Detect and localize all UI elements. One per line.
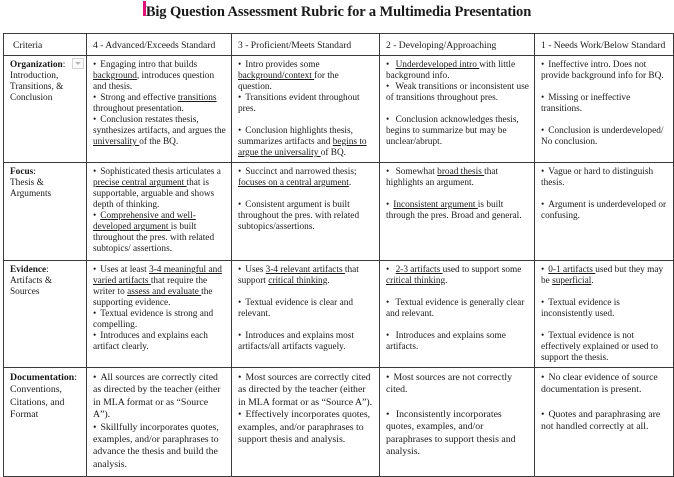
item-text: No clear evidence of source documentation is present. bbox=[541, 372, 658, 396]
item-text: is built throughout the pres. with related subtopics/ assertions. bbox=[93, 222, 215, 254]
item-text: . bbox=[591, 276, 594, 286]
item-spacer bbox=[386, 189, 529, 200]
cell-evidence-2[interactable] bbox=[380, 261, 535, 368]
item-spacer bbox=[238, 287, 374, 298]
underlined-text: 0-1 artifacts bbox=[548, 265, 596, 275]
header-row bbox=[4, 34, 674, 56]
underlined-text: begins to argue the universality bbox=[238, 137, 367, 158]
item-text: of BQ. bbox=[320, 148, 347, 158]
bullet-icon: • bbox=[386, 298, 390, 308]
criterion-text: Conclusion bbox=[10, 93, 53, 103]
item-text: the supporting evidence. bbox=[93, 287, 213, 308]
rubric-item bbox=[93, 167, 226, 211]
rubric-item bbox=[386, 298, 529, 320]
underlined-text: Comprehensive and well-developed argument bbox=[93, 211, 196, 232]
underlined-text: transitions bbox=[177, 93, 217, 103]
rubric-row-evidence bbox=[4, 261, 674, 368]
item-text: Weak transitions or inconsistent use of transitions throughout pres. bbox=[386, 82, 529, 103]
document-title: Big Question Assessment Rubric for a Multimedia Presentation bbox=[0, 3, 674, 21]
rubric-item bbox=[93, 93, 226, 115]
underlined-text: Inconsistent argument bbox=[393, 200, 478, 210]
bullet-icon: • bbox=[238, 126, 242, 136]
item-text: Consistent argument is built throughout the pres. with related subtopics/assertions. bbox=[238, 200, 360, 232]
item-text: used but they may be bbox=[541, 265, 664, 286]
bullet-icon: • bbox=[238, 265, 242, 275]
rubric-item bbox=[93, 60, 226, 93]
rubric-item bbox=[238, 372, 374, 409]
bullet-icon: • bbox=[541, 93, 545, 103]
bullet-icon: • bbox=[93, 421, 97, 433]
criterion-text: Transitions, & bbox=[10, 82, 64, 92]
header-level-1: 1 - Needs Work/Below Standard bbox=[535, 34, 674, 56]
underlined-text: background bbox=[93, 71, 137, 81]
item-spacer bbox=[238, 115, 374, 126]
chevron-down-icon[interactable] bbox=[72, 58, 84, 69]
rubric-row-focus bbox=[4, 163, 674, 261]
rubric-item bbox=[93, 372, 226, 422]
item-spacer bbox=[541, 189, 668, 200]
cell-organization-1[interactable] bbox=[535, 56, 674, 163]
rubric-item bbox=[541, 372, 668, 397]
item-text: that is supportable, arguable and shows depth of thinking. bbox=[93, 178, 215, 210]
bullet-icon: • bbox=[238, 200, 242, 210]
criterion-text: Documentation bbox=[10, 372, 75, 383]
header-level-2: 2 - Developing/Approaching bbox=[380, 34, 535, 56]
criterion-text: : bbox=[46, 265, 49, 275]
bullet-icon: • bbox=[93, 372, 97, 383]
bullet-icon: • bbox=[93, 265, 97, 275]
bullet-icon: • bbox=[386, 167, 390, 177]
bullet-icon: • bbox=[386, 60, 390, 70]
bullet-icon: • bbox=[541, 167, 545, 177]
header-criteria: Criteria bbox=[4, 34, 87, 56]
rubric-item bbox=[93, 115, 226, 148]
rubric-item bbox=[386, 331, 529, 353]
bullet-icon: • bbox=[386, 372, 390, 383]
rubric-item bbox=[541, 200, 668, 222]
rubric-item bbox=[541, 298, 668, 320]
item-text: Quotes and paraphrasing are not handled correctly at all. bbox=[541, 408, 661, 433]
item-spacer bbox=[386, 104, 529, 115]
item-spacer bbox=[238, 320, 374, 331]
item-spacer bbox=[238, 189, 374, 200]
item-text: Most sources are not correctly cited. bbox=[386, 372, 513, 396]
bullet-icon: • bbox=[541, 331, 545, 341]
item-text: that support bbox=[238, 265, 359, 286]
rubric-item bbox=[238, 298, 374, 320]
rubric-item bbox=[386, 372, 529, 397]
bullet-icon: • bbox=[386, 200, 390, 210]
underlined-text: 3-4 meaningful and varied artifacts bbox=[93, 265, 222, 286]
bullet-icon: • bbox=[238, 298, 242, 308]
underlined-text: critical thinking bbox=[268, 276, 328, 286]
bullet-icon: • bbox=[238, 331, 242, 341]
rubric-item bbox=[386, 115, 529, 148]
criterion-text: Thesis & bbox=[10, 178, 44, 188]
cell-documentation-2[interactable] bbox=[380, 368, 535, 477]
item-text: that require the writer to bbox=[93, 276, 208, 297]
underlined-text: superficial bbox=[552, 276, 592, 286]
rubric-item bbox=[93, 211, 226, 255]
item-text: used to support some bbox=[442, 265, 522, 275]
item-text: Ineffective intro. Does not provide background info for BQ. bbox=[541, 60, 664, 81]
criterion-text: Organization bbox=[10, 60, 63, 70]
criterion-text: Arguments bbox=[10, 189, 52, 199]
criterion-text: Evidence bbox=[10, 265, 47, 275]
underlined-text: precise central argument bbox=[93, 178, 187, 188]
bullet-icon: • bbox=[93, 115, 97, 125]
rubric-item bbox=[93, 265, 226, 309]
cell-organization-4[interactable] bbox=[87, 56, 232, 163]
underlined-text: critical thinking bbox=[386, 276, 446, 286]
cell-focus-3[interactable] bbox=[232, 163, 380, 261]
item-text: All sources are correctly cited as directed by the teacher (either in MLA format or as “Source A”). bbox=[93, 372, 221, 421]
item-spacer bbox=[541, 82, 668, 93]
rubric-item bbox=[93, 331, 226, 353]
criterion-text: Focus bbox=[10, 167, 34, 177]
item-text: Vague or hard to distinguish thesis. bbox=[541, 167, 654, 188]
underlined-text: assess and evaluate bbox=[127, 287, 202, 297]
rubric-item bbox=[238, 93, 374, 115]
bullet-icon: • bbox=[238, 60, 242, 70]
item-text: Argument is underdeveloped or confusing. bbox=[541, 200, 667, 221]
rubric-row-organization bbox=[4, 56, 674, 163]
item-text: Conclusion restates thesis, synthesizes artifacts, and argues the bbox=[93, 115, 226, 136]
item-text: Textual evidence is generally clear and relevant. bbox=[386, 298, 525, 319]
rubric-item bbox=[541, 60, 668, 82]
bullet-icon: • bbox=[93, 167, 97, 177]
bullet-icon: • bbox=[541, 265, 545, 275]
item-text: Most sources are correctly cited as directed by the teacher (either in MLA format or as “Source A”). bbox=[238, 372, 373, 408]
item-text: Textual evidence is strong and compelling. bbox=[93, 309, 214, 330]
rubric-row-documentation bbox=[4, 368, 674, 477]
rubric-item bbox=[386, 200, 529, 222]
bullet-icon: • bbox=[386, 331, 390, 341]
bullet-icon: • bbox=[541, 126, 545, 136]
bullet-icon: • bbox=[93, 60, 97, 70]
bullet-icon: • bbox=[93, 331, 97, 341]
rubric-item bbox=[541, 265, 668, 287]
header-level-3: 3 - Proficient/Meets Standard bbox=[232, 34, 380, 56]
item-spacer bbox=[386, 397, 529, 409]
item-text: Introduces and explains each artifact clearly. bbox=[93, 331, 208, 352]
text-cursor bbox=[143, 1, 146, 16]
item-text: Conclusion is underdeveloped/ No conclusion. bbox=[541, 126, 664, 147]
item-spacer bbox=[541, 287, 668, 298]
bullet-icon: • bbox=[93, 309, 97, 319]
bullet-icon: • bbox=[541, 200, 545, 210]
bullet-icon: • bbox=[541, 298, 545, 308]
bullet-icon: • bbox=[541, 408, 545, 420]
item-text: Inconsistently incorporates quotes, examples, and/or paraphrases to support thesis and analysis. bbox=[386, 408, 516, 458]
rubric-item bbox=[93, 422, 226, 472]
cell-evidence-4[interactable] bbox=[87, 261, 232, 368]
underlined-text: Underdeveloped intro bbox=[395, 60, 480, 70]
item-text: Introduces and explains most artifacts/all artifacts vaguely. bbox=[238, 331, 354, 352]
cell-evidence-3[interactable] bbox=[232, 261, 380, 368]
item-spacer bbox=[386, 287, 529, 298]
criterion-focus[interactable] bbox=[4, 163, 87, 261]
rubric-item bbox=[386, 265, 529, 287]
rubric-item bbox=[238, 409, 374, 446]
cell-organization-2[interactable] bbox=[380, 56, 535, 163]
rubric-item bbox=[386, 167, 529, 189]
cell-focus-4[interactable] bbox=[87, 163, 232, 261]
rubric-item bbox=[238, 60, 374, 93]
bullet-icon: • bbox=[386, 408, 390, 420]
item-text: Textual evidence is clear and relevant. bbox=[238, 298, 354, 319]
bullet-icon: • bbox=[238, 372, 242, 383]
underlined-text: broad thesis bbox=[437, 167, 485, 177]
rubric-item bbox=[541, 409, 668, 434]
item-text: . bbox=[348, 178, 352, 188]
underlined-text: 2-3 artifacts bbox=[395, 265, 443, 275]
criterion-text: : bbox=[62, 60, 66, 70]
criterion-text: : bbox=[33, 167, 36, 177]
criterion-text: Citations, and bbox=[10, 396, 65, 408]
criterion-text: Introduction, bbox=[10, 71, 59, 81]
item-text: Intro provides some bbox=[245, 60, 320, 70]
bullet-icon: • bbox=[541, 372, 545, 383]
cell-documentation-3[interactable] bbox=[232, 368, 380, 477]
item-text: Uses at least bbox=[100, 265, 150, 275]
cell-documentation-4[interactable] bbox=[87, 368, 232, 477]
cell-evidence-1[interactable] bbox=[535, 261, 674, 368]
rubric-item bbox=[541, 93, 668, 115]
cell-focus-2[interactable] bbox=[380, 163, 535, 261]
rubric-table bbox=[3, 33, 674, 477]
rubric-item bbox=[386, 409, 529, 459]
item-text: , introduces question and thesis. bbox=[93, 71, 215, 92]
bullet-icon: • bbox=[238, 167, 242, 177]
item-text: Conclusion highlights thesis, summarizes artifacts and bbox=[238, 126, 353, 147]
rubric-item bbox=[238, 200, 374, 233]
underlined-text: 3-4 relevant artifacts bbox=[265, 265, 345, 275]
rubric-item bbox=[238, 265, 374, 287]
item-text: that highlights an argument. bbox=[386, 167, 499, 188]
underlined-text: universality bbox=[93, 137, 140, 147]
criterion-evidence[interactable] bbox=[4, 261, 87, 368]
bullet-icon: • bbox=[93, 211, 97, 221]
cell-organization-3[interactable] bbox=[232, 56, 380, 163]
item-spacer bbox=[541, 115, 668, 126]
criterion-documentation[interactable] bbox=[4, 368, 87, 477]
item-text: Conclusion acknowledges thesis, begins to summarize but may be unclear/abrupt. bbox=[386, 115, 519, 147]
bullet-icon: • bbox=[238, 93, 242, 103]
bullet-icon: • bbox=[386, 115, 390, 125]
bullet-icon: • bbox=[386, 82, 390, 92]
item-text: Textual evidence is not effectively explained or used to support the thesis. bbox=[541, 331, 659, 363]
item-spacer bbox=[386, 320, 529, 331]
item-text: with little background info. bbox=[386, 60, 516, 81]
item-text: Uses bbox=[245, 265, 266, 275]
bullet-icon: • bbox=[238, 409, 242, 421]
criterion-text: : bbox=[74, 372, 77, 383]
cell-documentation-1[interactable] bbox=[535, 368, 674, 477]
item-text: Sophisticated thesis articulates a bbox=[100, 167, 221, 177]
item-text: Transitions evident throughout pres. bbox=[238, 93, 360, 114]
criterion-text: Format bbox=[10, 409, 39, 421]
rubric-item bbox=[386, 82, 529, 104]
rubric-item bbox=[238, 331, 374, 353]
item-text: Strong and effective bbox=[100, 93, 178, 103]
underlined-text: focuses on a central argument bbox=[238, 178, 349, 188]
item-text: Textual evidence is inconsistently used. bbox=[541, 298, 620, 319]
item-text: . bbox=[445, 276, 448, 286]
item-text: Engaging intro that builds bbox=[100, 60, 198, 70]
item-text: is built through the pres. Broad and general. bbox=[386, 200, 522, 221]
rubric-item bbox=[541, 167, 668, 189]
item-text: throughout presentation. bbox=[93, 104, 184, 114]
criterion-text: Sources bbox=[10, 287, 40, 297]
bullet-icon: • bbox=[386, 265, 390, 275]
criterion-text: Artifacts & bbox=[10, 276, 53, 286]
bullet-icon: • bbox=[93, 93, 97, 103]
criterion-organization[interactable] bbox=[4, 56, 87, 163]
rubric-item bbox=[238, 167, 374, 189]
cell-focus-1[interactable] bbox=[535, 163, 674, 261]
underlined-text: background/context bbox=[238, 71, 315, 81]
item-spacer bbox=[541, 320, 668, 331]
rubric-item bbox=[541, 126, 668, 148]
rubric-item bbox=[93, 309, 226, 331]
item-text: Introduces and explains some artifacts. bbox=[386, 331, 506, 352]
item-text: Effectively incorporates quotes, examples, and/or paraphrases to support thesis and analysis. bbox=[238, 409, 371, 446]
item-spacer bbox=[541, 397, 668, 409]
header-level-4: 4 - Advanced/Exceeds Standard bbox=[87, 34, 232, 56]
item-text: of the BQ. bbox=[139, 137, 179, 147]
item-text: Somewhat bbox=[395, 167, 438, 177]
item-text: Succinct and narrowed thesis; bbox=[245, 167, 357, 177]
rubric-item bbox=[386, 60, 529, 82]
bullet-icon: • bbox=[541, 60, 545, 70]
item-text: . bbox=[327, 276, 330, 286]
rubric-item bbox=[238, 126, 374, 159]
criterion-text: Conventions, bbox=[10, 384, 62, 396]
rubric-item bbox=[541, 331, 668, 364]
item-text: Missing or ineffective transitions. bbox=[541, 93, 631, 114]
item-text: for the question. bbox=[238, 71, 339, 92]
item-text: Skillfully incorporates quotes, examples, and/or paraphrases to advance the thesis and build the analysis. bbox=[93, 421, 219, 470]
